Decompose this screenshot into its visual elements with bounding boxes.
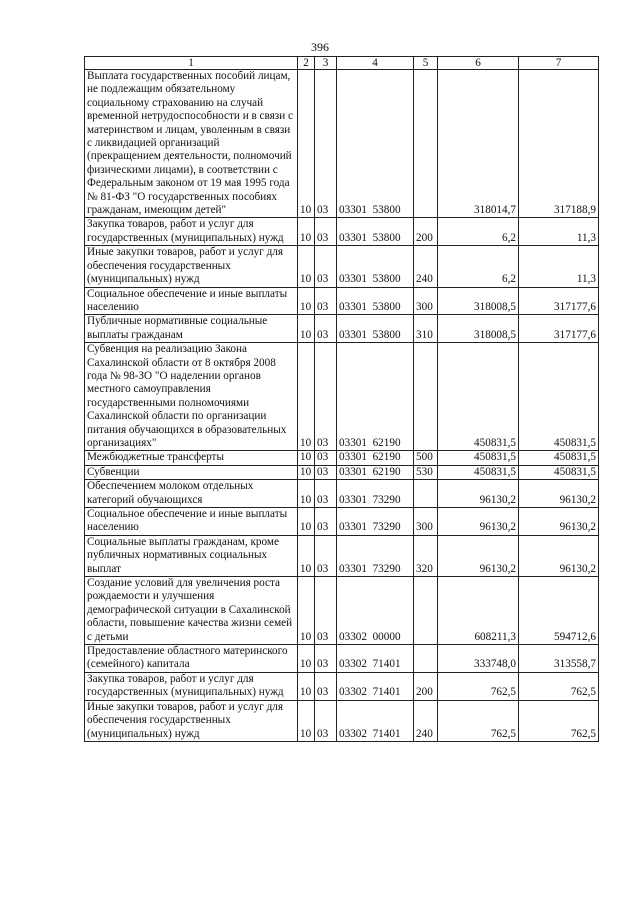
column-header-3: 3 [315,57,337,70]
subsection-code: 03 [315,315,337,343]
amount-year-2: 450831,5 [519,465,599,479]
item-name: Социальные выплаты гражданам, кроме публичных нормативных социальных выплат [85,535,298,576]
target-article-code: 03301 53800 [337,246,414,287]
expense-type-code [414,577,438,645]
table-row [85,535,599,576]
section-code: 10 [298,672,315,700]
amount-year-2: 317177,6 [519,287,599,315]
table-row [85,451,599,465]
table-row [85,508,599,536]
subsection-code: 03 [315,70,337,218]
amount-year-1: 333748,0 [438,645,519,673]
section-code: 10 [298,246,315,287]
amount-year-1: 318014,7 [438,70,519,218]
table-row [85,315,599,343]
item-name: Социальное обеспечение и иные выплаты населению [85,508,298,536]
expense-type-code: 300 [414,287,438,315]
amount-year-1: 6,2 [438,246,519,287]
target-article-code: 03302 71401 [337,645,414,673]
section-code: 10 [298,508,315,536]
amount-year-2: 96130,2 [519,480,599,508]
subsection-code: 03 [315,508,337,536]
expense-type-code [414,480,438,508]
amount-year-1: 96130,2 [438,535,519,576]
table-row [85,480,599,508]
subsection-code: 03 [315,246,337,287]
expense-type-code: 240 [414,700,438,741]
column-number-header-row [85,57,599,70]
item-name: Закупка товаров, работ и услуг для государственных (муниципальных) нужд [85,672,298,700]
column-header-7: 7 [519,57,599,70]
target-article-code: 03301 53800 [337,287,414,315]
expense-type-code: 530 [414,465,438,479]
item-name: Публичные нормативные социальные выплаты гражданам [85,315,298,343]
expense-type-code: 200 [414,218,438,246]
target-article-code: 03301 53800 [337,70,414,218]
item-name: Создание условий для увеличения роста рождаемости и улучшения демографической ситуации в Сахалинской области, повышение качества жизни семей с детьми [85,577,298,645]
subsection-code: 03 [315,645,337,673]
subsection-code: 03 [315,480,337,508]
amount-year-2: 594712,6 [519,577,599,645]
amount-year-2: 762,5 [519,700,599,741]
expense-type-code: 200 [414,672,438,700]
amount-year-1: 318008,5 [438,287,519,315]
table-row [85,700,599,741]
amount-year-2: 96130,2 [519,535,599,576]
target-article-code: 03301 53800 [337,315,414,343]
amount-year-2: 450831,5 [519,451,599,465]
table-row [85,343,599,451]
expense-type-code: 500 [414,451,438,465]
target-article-code: 03301 73290 [337,508,414,536]
table-row [85,577,599,645]
amount-year-2: 450831,5 [519,343,599,451]
amount-year-1: 450831,5 [438,465,519,479]
amount-year-2: 762,5 [519,672,599,700]
item-name: Иные закупки товаров, работ и услуг для обеспечения государственных (муниципальных) нужд [85,246,298,287]
subsection-code: 03 [315,451,337,465]
subsection-code: 03 [315,343,337,451]
expense-type-code: 240 [414,246,438,287]
expense-type-code: 310 [414,315,438,343]
amount-year-2: 317177,6 [519,315,599,343]
expense-type-code [414,70,438,218]
section-code: 10 [298,577,315,645]
amount-year-1: 6,2 [438,218,519,246]
subsection-code: 03 [315,465,337,479]
section-code: 10 [298,535,315,576]
amount-year-1: 450831,5 [438,451,519,465]
item-name: Закупка товаров, работ и услуг для государственных (муниципальных) нужд [85,218,298,246]
column-header-6: 6 [438,57,519,70]
column-header-4: 4 [337,57,414,70]
target-article-code: 03301 62190 [337,465,414,479]
subsection-code: 03 [315,535,337,576]
section-code: 10 [298,645,315,673]
expense-type-code [414,645,438,673]
column-header-2: 2 [298,57,315,70]
section-code: 10 [298,287,315,315]
target-article-code: 03301 62190 [337,451,414,465]
target-article-code: 03301 73290 [337,535,414,576]
amount-year-2: 11,3 [519,246,599,287]
section-code: 10 [298,700,315,741]
section-code: 10 [298,218,315,246]
target-article-code: 03301 53800 [337,218,414,246]
amount-year-2: 317188,9 [519,70,599,218]
section-code: 10 [298,343,315,451]
table-row [85,287,599,315]
section-code: 10 [298,315,315,343]
subsection-code: 03 [315,700,337,741]
amount-year-1: 762,5 [438,672,519,700]
subsection-code: 03 [315,672,337,700]
item-name: Обеспечением молоком отдельных категорий обучающихся [85,480,298,508]
table-row [85,70,599,218]
target-article-code: 03301 73290 [337,480,414,508]
amount-year-2: 11,3 [519,218,599,246]
section-code: 10 [298,480,315,508]
expense-type-code: 320 [414,535,438,576]
table-row [85,672,599,700]
target-article-code: 03302 00000 [337,577,414,645]
budget-table [84,56,599,742]
amount-year-1: 608211,3 [438,577,519,645]
subsection-code: 03 [315,287,337,315]
expense-type-code: 300 [414,508,438,536]
item-name: Иные закупки товаров, работ и услуг для обеспечения государственных (муниципальных) нужд [85,700,298,741]
item-name: Межбюджетные трансферты [85,451,298,465]
column-header-5: 5 [414,57,438,70]
table-row [85,246,599,287]
amount-year-2: 96130,2 [519,508,599,536]
target-article-code: 03302 71401 [337,700,414,741]
item-name: Предоставление областного материнского (семейного) капитала [85,645,298,673]
item-name: Субвенции [85,465,298,479]
page-number: 396 [311,40,329,54]
amount-year-1: 318008,5 [438,315,519,343]
subsection-code: 03 [315,577,337,645]
subsection-code: 03 [315,218,337,246]
amount-year-1: 96130,2 [438,508,519,536]
item-name: Социальное обеспечение и иные выплаты населению [85,287,298,315]
target-article-code: 03301 62190 [337,343,414,451]
item-name: Субвенция на реализацию Закона Сахалинской области от 8 октября 2008 года № 98-ЗО "О наделении органов местного самоуправления государственными полномочиями Сахалинской области по организации питания обучающихся в образовательных организациях" [85,343,298,451]
section-code: 10 [298,70,315,218]
target-article-code: 03302 71401 [337,672,414,700]
amount-year-2: 313558,7 [519,645,599,673]
table-row [85,218,599,246]
section-code: 10 [298,465,315,479]
section-code: 10 [298,451,315,465]
expense-type-code [414,343,438,451]
table-row [85,465,599,479]
item-name: Выплата государственных пособий лицам, не подлежащим обязательному социальному страхованию на случай временной нетрудоспособности и в связи с материнством и лицам, уволенным в связи с ликвидацией организаций (прекращением деятельности, полномочий физическими лицами), в соответствии с Федеральным законом от 19 мая 1995 года № 81-ФЗ "О государственных пособиях гражданам, имеющим детей" [85,70,298,218]
column-header-1: 1 [85,57,298,70]
amount-year-1: 450831,5 [438,343,519,451]
amount-year-1: 762,5 [438,700,519,741]
amount-year-1: 96130,2 [438,480,519,508]
table-row [85,645,599,673]
